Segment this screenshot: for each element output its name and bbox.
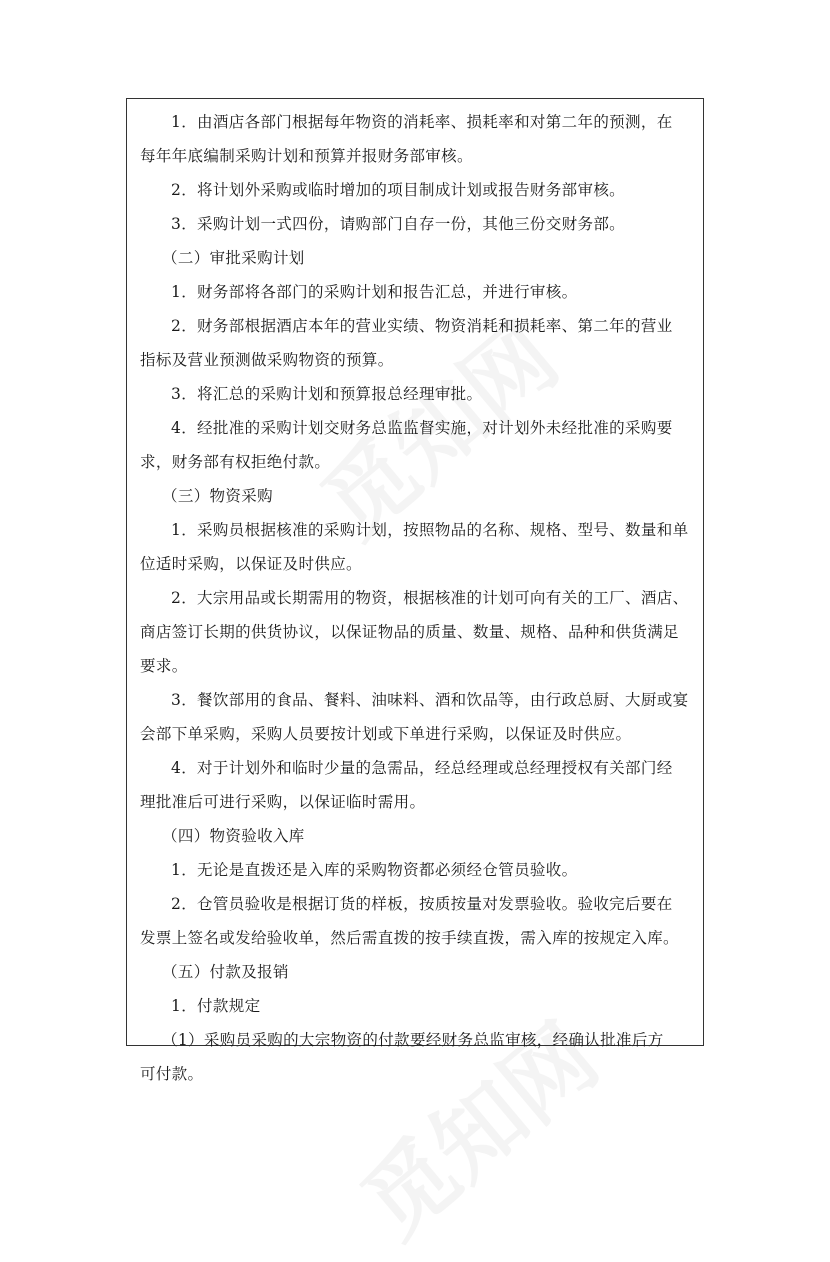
paragraph-continuation-line: 可付款。 xyxy=(140,1065,204,1083)
paragraph-start-line: 1．财务部将各部门的采购计划和报告汇总，并进行审核。 xyxy=(171,283,578,301)
paragraph-continuation-line: 商店签订长期的供货协议，以保证物品的质量、数量、规格、品种和供货满足 xyxy=(140,623,679,641)
section-heading-line: （四）物资验收入库 xyxy=(162,827,305,845)
paragraph-continuation-line: 要求。 xyxy=(140,657,188,675)
paragraph-start-line: 3．将汇总的采购计划和预算报总经理审批。 xyxy=(171,385,483,403)
paragraph-start-line: 4．对于计划外和临时少量的急需品，经总经理或总经理授权有关部门经 xyxy=(171,759,673,777)
paragraph-start-line: 2．大宗用品或长期需用的物资，根据核准的计划可向有关的工厂、酒店、 xyxy=(171,589,689,607)
paragraph-continuation-line: 会部下单采购，采购人员要按计划或下单进行采购，以保证及时供应。 xyxy=(140,725,632,743)
section-heading-line: （1）采购员采购的大宗物资的付款要经财务总监审核，经确认批准后方 xyxy=(162,1031,664,1049)
document-body xyxy=(140,105,696,1091)
paragraph-start-line: 1．付款规定 xyxy=(171,997,261,1015)
paragraph-continuation-line: 发票上签名或发给验收单，然后需直拨的按手续直拨，需入库的按规定入库。 xyxy=(140,929,679,947)
paragraph-start-line: 1．无论是直拨还是入库的采购物资都必须经仓管员验收。 xyxy=(171,861,578,879)
section-heading-line: （二）审批采购计划 xyxy=(162,249,305,267)
section-heading-line: （五）付款及报销 xyxy=(162,963,289,981)
section-heading-line: （三）物资采购 xyxy=(162,487,273,505)
paragraph-start-line: 2．财务部根据酒店本年的营业实绩、物资消耗和损耗率、第二年的营业 xyxy=(171,317,673,335)
paragraph-continuation-line: 理批准后可进行采购，以保证临时需用。 xyxy=(140,793,426,811)
paragraph-continuation-line: 求，财务部有权拒绝付款。 xyxy=(140,453,331,471)
paragraph-start-line: 1．由酒店各部门根据每年物资的消耗率、损耗率和对第二年的预测，在 xyxy=(171,113,673,131)
paragraph-start-line: 2．将计划外采购或临时增加的项目制成计划或报告财务部审核。 xyxy=(171,181,626,199)
paragraph-start-line: 1．采购员根据核准的采购计划，按照物品的名称、规格、型号、数量和单 xyxy=(171,521,689,539)
paragraph-start-line: 3．采购计划一式四份，请购部门自存一份，其他三份交财务部。 xyxy=(171,215,626,233)
paragraph-continuation-line: 指标及营业预测做采购物资的预算。 xyxy=(140,351,394,369)
paragraph-continuation-line: 位适时采购，以保证及时供应。 xyxy=(140,555,362,573)
paragraph-continuation-line: 每年年底编制采购计划和预算并报财务部审核。 xyxy=(140,147,473,165)
document-frame xyxy=(126,98,704,1083)
paragraph-start-line: 4．经批准的采购计划交财务总监监督实施，对计划外未经批准的采购要 xyxy=(171,419,673,437)
paragraph-start-line: 2．仓管员验收是根据订货的样板，按质按量对发票验收。验收完后要在 xyxy=(171,895,673,913)
paragraph-start-line: 3．餐饮部用的食品、餐料、油味料、酒和饮品等，由行政总厨、大厨或宴 xyxy=(171,691,689,709)
